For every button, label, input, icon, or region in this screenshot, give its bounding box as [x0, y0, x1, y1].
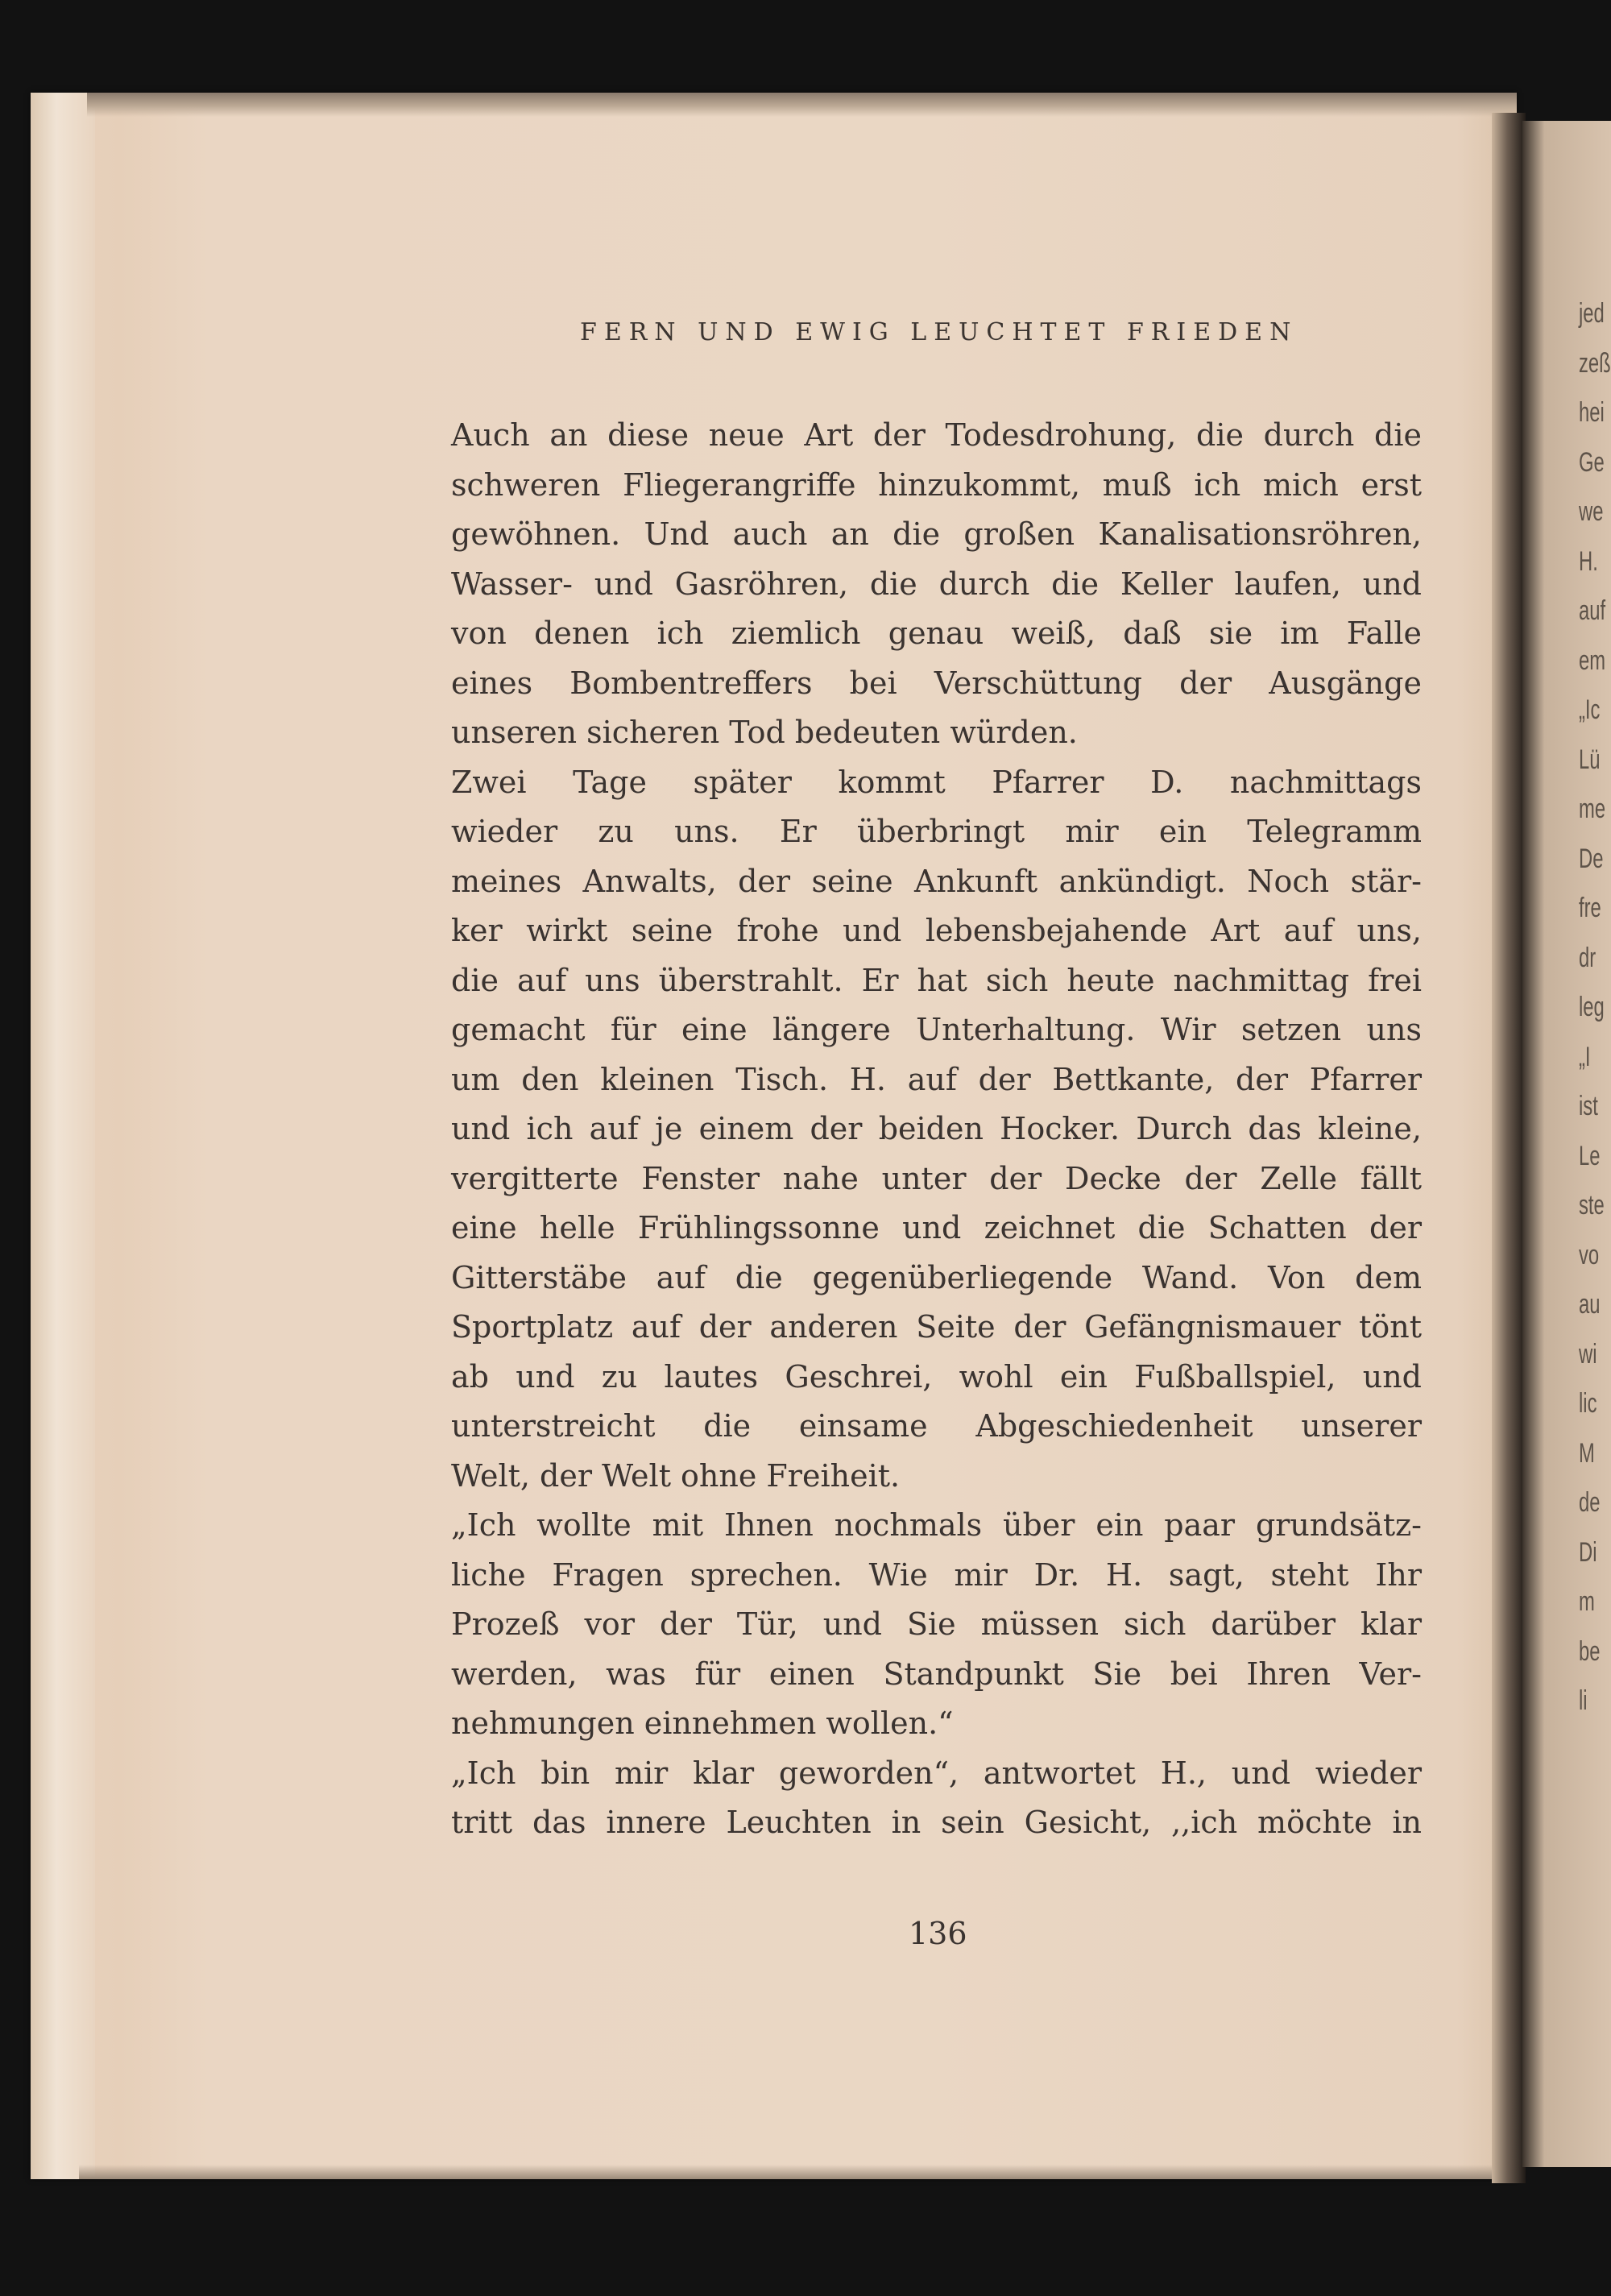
- facing-page-fragment: leg: [1579, 992, 1605, 1022]
- text-line: eine helle Frühlingssonne und zeichnet die Schatten der: [451, 1210, 1422, 1245]
- text-line: um den kleinen Tisch. H. auf der Bettkante, der Pfarrer: [451, 1061, 1422, 1097]
- text-line: und ich auf je einem der beiden Hocker. Durch das kleine,: [451, 1111, 1422, 1146]
- facing-page-fragment: ist: [1579, 1091, 1598, 1121]
- running-head: FERN UND EWIG LEUCHTET FRIEDEN: [580, 318, 1298, 346]
- facing-page-fragment: Lü: [1579, 744, 1601, 775]
- text-line: unseren sicheren Tod bedeuten würden.: [451, 715, 1078, 750]
- text-line: eines Bombentreffers bei Verschüttung der Ausgänge: [451, 665, 1422, 701]
- facing-page-fragment: fre: [1579, 893, 1601, 923]
- facing-page-fragment: Ge: [1579, 446, 1605, 478]
- facing-page-fragment: dr: [1579, 942, 1597, 973]
- text-line: tritt das innere Leuchten in sein Gesicht, ,,ich möchte in: [451, 1805, 1422, 1840]
- page-left-edge: [31, 93, 95, 2179]
- facing-page-fragment: „I: [1579, 1041, 1591, 1072]
- text-line: Zwei Tage später kommt Pfarrer D. nachmittags: [451, 764, 1422, 800]
- page-number: 136: [909, 1916, 967, 1951]
- text-line: werden, was für einen Standpunkt Sie bei Ihren Ver-: [451, 1656, 1422, 1692]
- facing-page-fragment: we: [1579, 496, 1604, 527]
- facing-page-fragment: wi: [1579, 1338, 1597, 1370]
- text-line: ab und zu lautes Geschrei, wohl ein Fußballspiel, und: [451, 1358, 1422, 1395]
- facing-page-fragment: Di: [1579, 1536, 1597, 1568]
- facing-page-fragment: lic: [1579, 1388, 1597, 1419]
- facing-page-fragment: De: [1579, 843, 1604, 874]
- text-line: meines Anwalts, der seine Ankunft ankündigt. Noch stär-: [451, 863, 1422, 899]
- text-line: Prozeß vor der Tür, und Sie müssen sich darüber klar: [451, 1606, 1422, 1642]
- facing-page-fragment: Le: [1579, 1140, 1601, 1171]
- page-top-edge: [87, 93, 1517, 117]
- text-line: Gitterstäbe auf die gegenüberliegende Wand. Von dem: [451, 1259, 1422, 1295]
- text-line: wieder zu uns. Er überbringt mir ein Telegramm: [451, 814, 1422, 849]
- facing-page: [1522, 121, 1611, 2167]
- text-line: Welt, der Welt ohne Freiheit.: [451, 1457, 901, 1494]
- facing-page-fragment: hei: [1579, 397, 1605, 428]
- text-line: „Ich bin mir klar geworden“, antwortet H., und wieder: [451, 1755, 1422, 1791]
- facing-page-fragment: be: [1579, 1635, 1601, 1667]
- text-line: vergitterte Fenster nahe unter der Decke der Zelle fällt: [451, 1160, 1422, 1196]
- text-line: von denen ich ziemlich genau weiß, daß sie im Falle: [451, 615, 1422, 651]
- text-line: unterstreicht die einsame Abgeschiedenheit unserer: [451, 1408, 1422, 1444]
- facing-page-fragment: de: [1579, 1487, 1601, 1518]
- facing-page-fragment: m: [1579, 1586, 1595, 1617]
- facing-page-fragment: vo: [1579, 1239, 1600, 1270]
- text-line: ker wirkt seine frohe und lebensbejahende Art auf uns,: [451, 913, 1422, 948]
- text-line: liche Fragen sprechen. Wie mir Dr. H. sagt, steht Ihr: [451, 1556, 1422, 1593]
- facing-page-fragment: auf: [1579, 595, 1606, 626]
- facing-page-fragment: me: [1579, 794, 1606, 824]
- text-line: Sportplatz auf der anderen Seite der Gefängnismauer tönt: [451, 1309, 1422, 1345]
- text-line: Wasser- und Gasröhren, die durch die Keller laufen, und: [451, 566, 1422, 602]
- facing-page-fragment: ste: [1579, 1190, 1605, 1221]
- text-line: gewöhnen. Und auch an die großen Kanalisationsröhren,: [451, 516, 1422, 552]
- facing-page-fragment: em: [1579, 644, 1606, 676]
- book-gutter: [1492, 113, 1526, 2183]
- facing-page-fragment: H.: [1579, 545, 1598, 577]
- text-line: „Ich wollte mit Ihnen nochmals über ein paar grundsätz-: [451, 1507, 1422, 1543]
- facing-page-fragment: M: [1579, 1437, 1595, 1469]
- facing-page-fragment: li: [1579, 1685, 1588, 1716]
- text-line: die auf uns überstrahlt. Er hat sich heute nachmittag frei: [451, 962, 1422, 998]
- text-line: Auch an diese neue Art der Todesdrohung, die durch die: [451, 417, 1422, 453]
- text-line: nehmungen einnehmen wollen.“: [451, 1705, 954, 1741]
- text-line: schweren Fliegerangriffe hinzukommt, muß ich mich erst: [451, 466, 1422, 503]
- text-line: gemacht für eine längere Unterhaltung. Wir setzen uns: [451, 1012, 1422, 1047]
- page-bottom-edge: [79, 2165, 1517, 2179]
- facing-page-fragment: au: [1579, 1289, 1601, 1320]
- facing-page-fragment: zeß: [1579, 347, 1611, 379]
- facing-page-fragment: jed: [1579, 298, 1605, 329]
- facing-page-fragment: „Ic: [1579, 694, 1601, 725]
